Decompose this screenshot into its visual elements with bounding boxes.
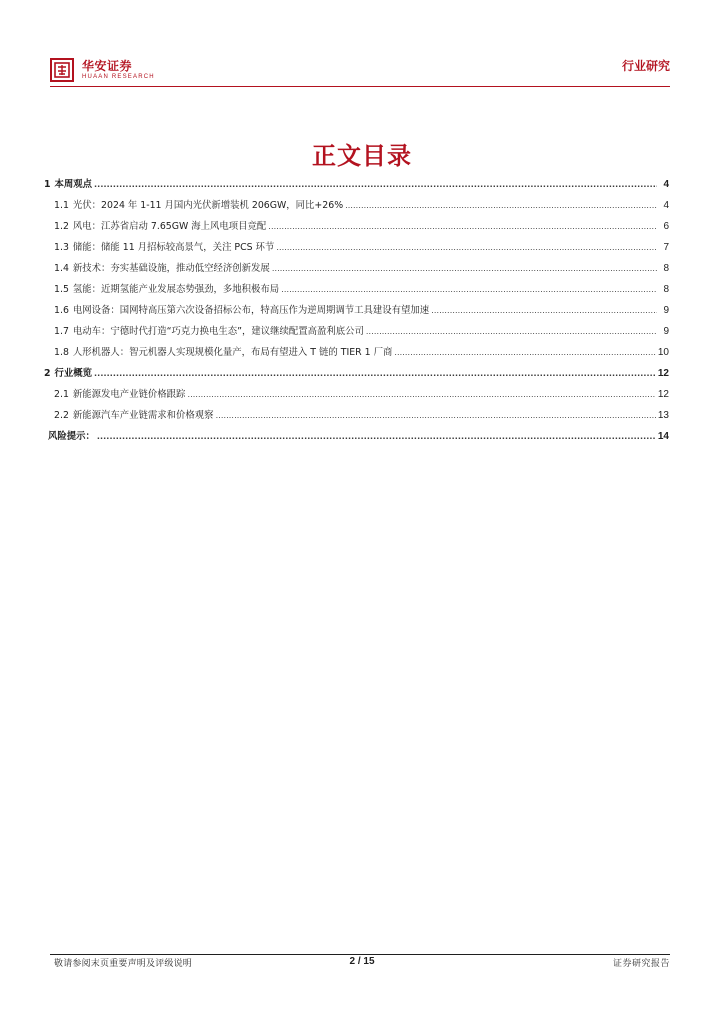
toc-dot-leader [268,220,657,234]
toc-entry-number: 1.3 [54,242,69,253]
toc-entry-2-1[interactable] [44,388,669,402]
toc-entry-number: 2 [44,368,51,379]
toc-entry-1-2[interactable] [44,220,669,234]
company-logo [50,58,155,82]
toc-title: 正文目录 [312,142,412,170]
toc-dot-leader [272,262,657,276]
toc-entry-text: 氢能：近期氢能产业发展态势强劲，多地积极布局 [72,284,280,295]
toc-entry-text: 行业概览 [54,368,93,379]
toc-entry-1-7[interactable] [44,325,669,339]
toc-entry-page: 12 [657,368,669,379]
toc-entry-1-6[interactable] [44,304,669,318]
toc-entry-page: 8 [663,263,669,274]
toc-dot-leader [431,304,657,318]
toc-entry-text: 储能：储能 11 月招标较高景气，关注 PCS 环节 [72,242,275,253]
toc-entry-page: 7 [663,242,669,253]
toc-entry-text: 本周观点 [54,179,93,190]
toc-entry-number: 1.6 [54,305,69,316]
table-of-contents [44,178,669,451]
toc-entry-number: 1 [44,179,51,190]
toc-entry-1-4[interactable] [44,262,669,276]
toc-entry-text: 电动车：宁德时代打造“巧克力换电生态”，建议继续配置高盈利底公司 [72,326,364,337]
company-name-cn: 华安证券 [82,59,133,73]
toc-entry-number: 1.8 [54,347,69,358]
toc-entry-1-3[interactable] [44,241,669,255]
toc-entry-page: 9 [663,326,669,337]
toc-dot-leader [187,388,655,402]
toc-entry-number: 1.1 [54,200,69,211]
company-seal-icon [50,58,74,82]
toc-entry-text: 电网设备：国网特高压第六次设备招标公布，特高压作为逆周期调节工具建设有望加速 [72,305,430,316]
toc-dot-leader [216,409,656,423]
toc-entry-1-5[interactable] [44,283,669,297]
toc-entry-number: 1.5 [54,284,69,295]
report-type-label: 证券研究报告 [612,959,670,969]
footer-divider [50,954,670,955]
toc-entry-page: 9 [663,305,669,316]
toc-entry-text: 风电：江苏省启动 7.65GW 海上风电项目竞配 [72,221,267,232]
toc-entry-page: 10 [657,347,669,358]
toc-entry-page: 6 [663,221,669,232]
toc-entry-page: 13 [657,410,669,421]
toc-entry-text: 光伏：2024 年 1-11 月国内光伏新增装机 206GW，同比+26% [72,200,344,211]
toc-entry-number: 1.2 [54,221,69,232]
toc-dot-leader [97,430,656,444]
toc-entry-number: 2.1 [54,389,69,400]
toc-entry-page: 8 [663,284,669,295]
toc-entry-number: 2.2 [54,410,69,421]
toc-entry-1-8[interactable] [44,346,669,360]
toc-entry-page: 14 [657,431,669,442]
header-divider [50,86,670,87]
toc-entry-number: 1.7 [54,326,69,337]
toc-entry-number: 1.4 [54,263,69,274]
toc-entry-text: 人形机器人：智元机器人实现规模化量产，布局有望进入 T 链的 TIER 1 厂商 [72,347,393,358]
toc-entry-2[interactable] [44,367,669,381]
page-header [50,50,670,86]
toc-entry-risk-warning[interactable] [44,430,669,444]
toc-dot-leader [394,346,656,360]
toc-dot-leader [94,178,657,192]
toc-dot-leader [281,283,657,297]
toc-entry-1[interactable] [44,178,669,192]
toc-dot-leader [94,367,656,381]
company-name-en: HUAAN RESEARCH [82,74,155,80]
toc-entry-text: 新能源汽车产业链需求和价格观察 [72,410,214,421]
toc-entry-page: 4 [663,179,669,190]
toc-dot-leader [345,199,657,213]
toc-entry-1-1[interactable] [44,199,669,213]
toc-entry-text: 新技术：夯实基础设施，推动低空经济创新发展 [72,263,270,274]
toc-entry-page: 12 [657,389,669,400]
page-number: 2 / 15 [349,956,375,967]
toc-entry-text: 风险提示： [48,431,95,442]
footer-disclaimer: 敬请参阅末页重要声明及评级说明 [54,959,193,969]
report-category: 行业研究 [621,59,670,73]
toc-dot-leader [366,325,657,339]
toc-entry-text: 新能源发电产业链价格跟踪 [72,389,186,400]
toc-entry-page: 4 [663,200,669,211]
toc-dot-leader [276,241,657,255]
toc-entry-2-2[interactable] [44,409,669,423]
